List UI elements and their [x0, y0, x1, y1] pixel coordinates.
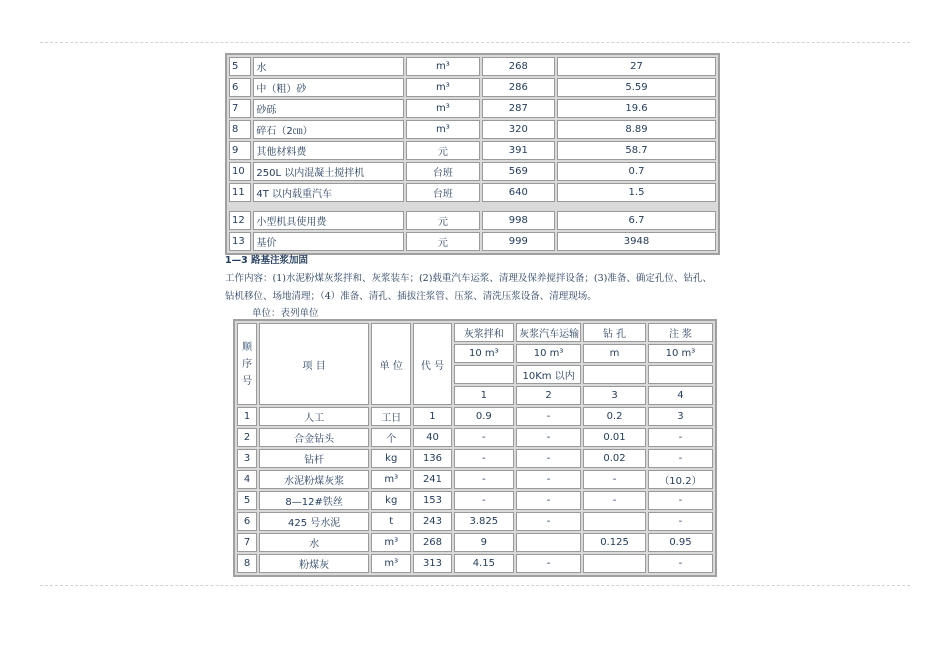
quota-value-cell: - [454, 491, 515, 510]
quota-value-cell: - [454, 428, 515, 447]
quantity-cell: 58.7 [557, 141, 716, 160]
header-col-name: 注 浆 [648, 323, 713, 342]
header-col-unit: 10 m³ [648, 344, 713, 363]
item-name-cell: 250L 以内混凝土搅拌机 [253, 162, 404, 181]
item-name-cell: 小型机具使用费 [253, 211, 404, 230]
page-top-divider [40, 42, 910, 43]
code-cell: 40 [413, 428, 451, 447]
quota-value-cell: 0.95 [648, 533, 713, 552]
item-name-cell: 基价 [253, 232, 404, 251]
table-row [237, 449, 713, 468]
quota-value-cell: - [454, 449, 515, 468]
item-name-cell: 水 [259, 533, 369, 552]
quota-value-cell: - [516, 407, 581, 426]
quota-value-cell: - [648, 491, 713, 510]
unit-cell: m³ [371, 533, 411, 552]
unit-cell: m³ [406, 120, 479, 139]
code-cell: 998 [482, 211, 555, 230]
quota-value-cell: 0.125 [583, 533, 646, 552]
header-item: 项 目 [259, 323, 369, 405]
row-number-cell: 6 [237, 512, 257, 531]
unit-cell: m³ [371, 470, 411, 489]
quota-value-cell: 0.2 [583, 407, 646, 426]
item-name-cell: 8—12#铁丝 [259, 491, 369, 510]
header-col-sub [648, 365, 713, 384]
quota-value-cell [583, 512, 646, 531]
unit-cell: m³ [371, 554, 411, 573]
header-col-unit: 10 m³ [454, 344, 515, 363]
quota-value-cell: - [516, 512, 581, 531]
item-name-cell: 钻杆 [259, 449, 369, 468]
header-col-name: 钻 孔 [583, 323, 646, 342]
quota-value-cell: - [516, 491, 581, 510]
code-cell: 569 [482, 162, 555, 181]
unit-cell: t [371, 512, 411, 531]
row-number-cell: 5 [229, 57, 251, 76]
unit-cell: 工日 [371, 407, 411, 426]
quota-value-cell: 3.825 [454, 512, 515, 531]
quota-value-cell: - [516, 449, 581, 468]
header-col-name: 灰浆拌和 [454, 323, 515, 342]
table-row [229, 183, 716, 202]
quota-value-cell: 9 [454, 533, 515, 552]
row-number-cell: 12 [229, 211, 251, 230]
unit-note: 单位：表列单位 [252, 308, 319, 319]
unit-cell: m³ [406, 99, 479, 118]
header-col-number: 2 [516, 386, 581, 405]
quota-value-cell [516, 533, 581, 552]
row-number-cell: 2 [237, 428, 257, 447]
code-cell: 286 [482, 78, 555, 97]
quota-value-cell: - [516, 554, 581, 573]
table-gap-cell [229, 204, 716, 209]
work-content-line-1: 工作内容：(1)水泥粉煤灰浆拌和、灰浆装车；(2)载重汽车运浆、清理及保养搅拌设备；(3)准备、确定孔位、钻孔、 [225, 273, 712, 284]
quota-value-cell: 0.9 [454, 407, 515, 426]
quantity-cell: 8.89 [557, 120, 716, 139]
table-row [229, 162, 716, 181]
header-row-names [237, 323, 713, 342]
header-unit: 单 位 [371, 323, 411, 405]
quota-value-cell: - [648, 512, 713, 531]
table-row [237, 491, 713, 510]
header-col-number: 3 [583, 386, 646, 405]
table-row [237, 512, 713, 531]
page-bottom-divider [40, 585, 910, 586]
unit-cell: 元 [406, 232, 479, 251]
row-number-cell: 7 [237, 533, 257, 552]
code-cell: 136 [413, 449, 451, 468]
quota-value-cell: - [516, 470, 581, 489]
quota-value-cell [583, 554, 646, 573]
quantity-cell: 3948 [557, 232, 716, 251]
unit-cell: kg [371, 491, 411, 510]
code-cell: 320 [482, 120, 555, 139]
table-row [237, 407, 713, 426]
code-cell: 999 [482, 232, 555, 251]
item-name-cell: 水 [253, 57, 404, 76]
row-number-cell: 11 [229, 183, 251, 202]
table-row [229, 141, 716, 160]
quota-value-cell: 4.15 [454, 554, 515, 573]
code-cell: 287 [482, 99, 555, 118]
unit-cell: 台班 [406, 183, 479, 202]
quantity-cell: 6.7 [557, 211, 716, 230]
quota-value-cell: - [454, 470, 515, 489]
code-cell: 1 [413, 407, 451, 426]
header-col-unit: m [583, 344, 646, 363]
header-col-number: 1 [454, 386, 515, 405]
table-row [237, 554, 713, 573]
table-row [237, 533, 713, 552]
header-col-sub [454, 365, 515, 384]
quota-value-cell: - [648, 449, 713, 468]
item-name-cell: 425 号水泥 [259, 512, 369, 531]
row-number-cell: 8 [237, 554, 257, 573]
table-row [229, 57, 716, 76]
item-name-cell: 中（粗）砂 [253, 78, 404, 97]
item-name-cell: 水泥粉煤灰浆 [259, 470, 369, 489]
unit-cell: kg [371, 449, 411, 468]
item-name-cell: 碎石（2㎝） [253, 120, 404, 139]
header-col-name: 灰浆汽车运输 [516, 323, 581, 342]
unit-cell: 个 [371, 428, 411, 447]
header-col-number: 4 [648, 386, 713, 405]
unit-cell: m³ [406, 57, 479, 76]
row-number-cell: 1 [237, 407, 257, 426]
row-number-cell: 6 [229, 78, 251, 97]
quota-value-cell: - [516, 428, 581, 447]
header-col-unit: 10 m³ [516, 344, 581, 363]
item-name-cell: 合金钻头 [259, 428, 369, 447]
quantity-cell: 5.59 [557, 78, 716, 97]
quantity-cell: 19.6 [557, 99, 716, 118]
row-number-cell: 4 [237, 470, 257, 489]
row-number-cell: 5 [237, 491, 257, 510]
unit-cell: 元 [406, 211, 479, 230]
table-gap [229, 204, 716, 209]
row-number-cell: 7 [229, 99, 251, 118]
item-name-cell: 砂砾 [253, 99, 404, 118]
table-row [229, 78, 716, 97]
header-col-sub [583, 365, 646, 384]
quantity-cell: 27 [557, 57, 716, 76]
quantity-cell: 0.7 [557, 162, 716, 181]
quota-value-cell: - [648, 554, 713, 573]
quota-value-cell: 3 [648, 407, 713, 426]
table-row [237, 428, 713, 447]
unit-cell: 台班 [406, 162, 479, 181]
quota-value-cell: - [648, 428, 713, 447]
table-row [229, 120, 716, 139]
table-row [229, 211, 716, 230]
row-number-cell: 13 [229, 232, 251, 251]
code-cell: 153 [413, 491, 451, 510]
code-cell: 313 [413, 554, 451, 573]
table-row [237, 470, 713, 489]
quantity-cell: 1.5 [557, 183, 716, 202]
code-cell: 268 [482, 57, 555, 76]
quota-value-cell: 0.02 [583, 449, 646, 468]
item-name-cell: 粉煤灰 [259, 554, 369, 573]
code-cell: 268 [413, 533, 451, 552]
header-col-sub: 10Km 以内 [516, 365, 581, 384]
table-row [229, 99, 716, 118]
quota-value-cell: - [583, 470, 646, 489]
unit-cell: 元 [406, 141, 479, 160]
unit-cell: m³ [406, 78, 479, 97]
materials-table [225, 53, 720, 255]
header-seq: 顺序号 [237, 323, 257, 405]
item-name-cell: 人工 [259, 407, 369, 426]
quota-value-cell: 0.01 [583, 428, 646, 447]
code-cell: 640 [482, 183, 555, 202]
quota-value-cell: - [583, 491, 646, 510]
row-number-cell: 10 [229, 162, 251, 181]
item-name-cell: 其他材料费 [253, 141, 404, 160]
code-cell: 391 [482, 141, 555, 160]
header-code: 代 号 [413, 323, 451, 405]
item-name-cell: 4T 以内载重汽车 [253, 183, 404, 202]
code-cell: 243 [413, 512, 451, 531]
row-number-cell: 8 [229, 120, 251, 139]
row-number-cell: 3 [237, 449, 257, 468]
code-cell: 241 [413, 470, 451, 489]
table-row [229, 232, 716, 251]
work-content-line-2: 钻机移位、场地清理；（4）准备、清孔、插拔注浆管、压浆、清洗压浆设备、清理现场。 [225, 291, 597, 302]
row-number-cell: 9 [229, 141, 251, 160]
section-heading: 1—3 路基注浆加固 [225, 255, 309, 266]
quota-value-cell: （10.2） [648, 470, 713, 489]
grouting-quota-table [233, 319, 717, 577]
